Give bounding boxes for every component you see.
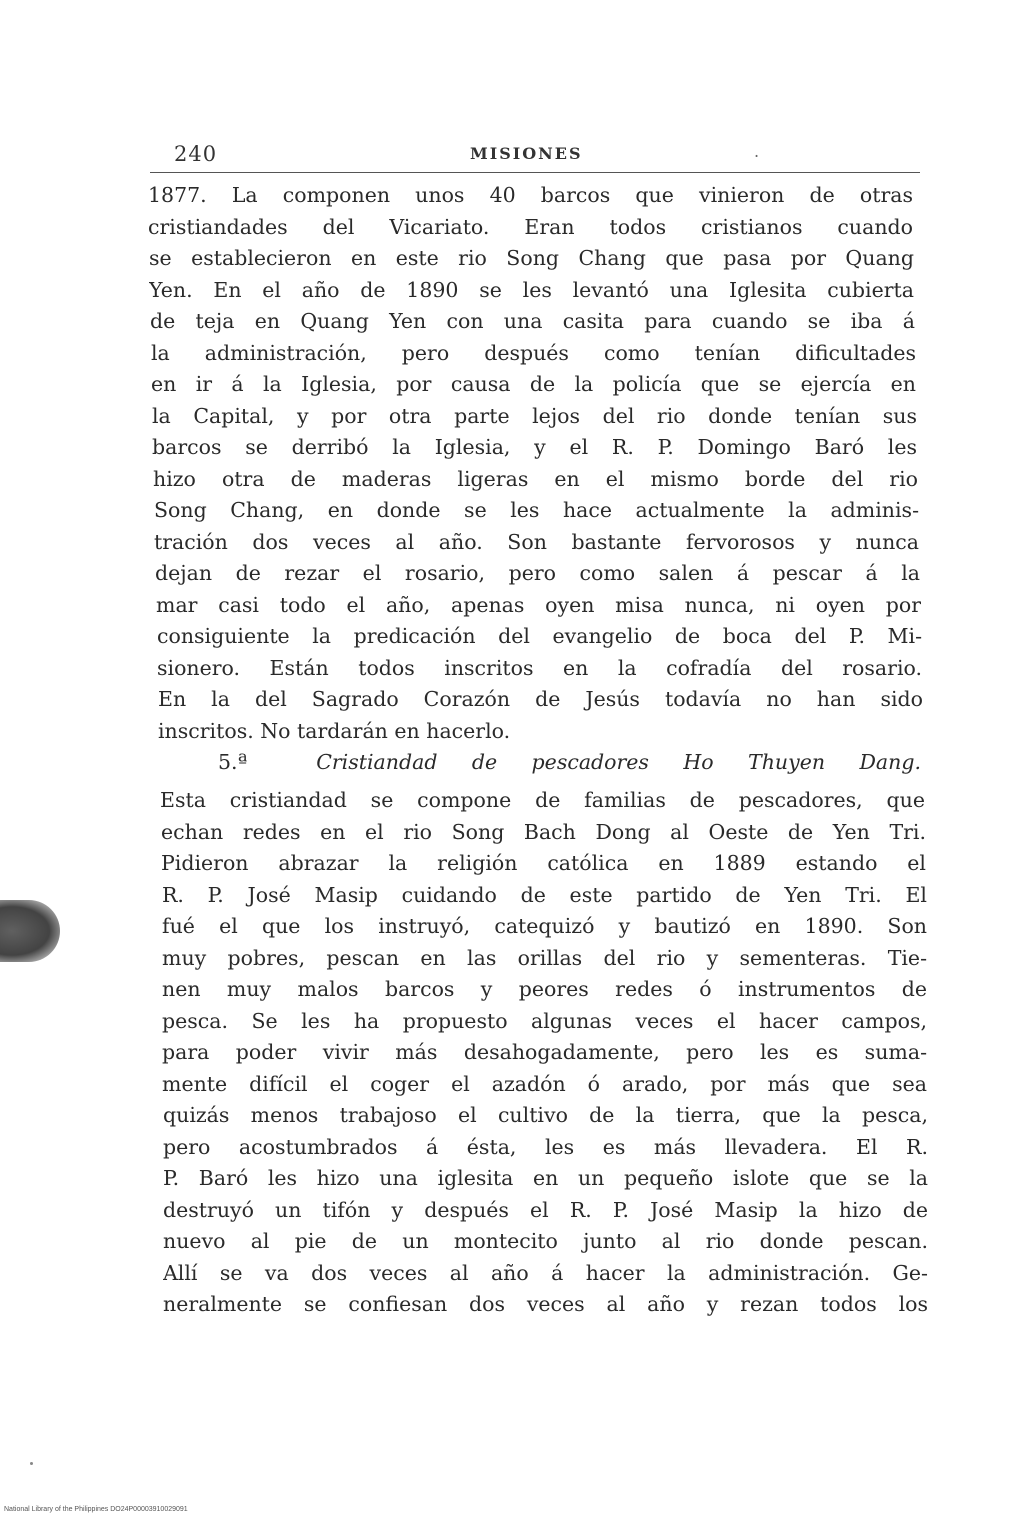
text-line: pero acostumbrados á ésta, les es más llevadera. El R. (163, 1134, 928, 1159)
text-line: destruyó un tifón y después el R. P. José Masip la hizo de (163, 1197, 928, 1222)
text-line: neralmente se confiesan dos veces al año y rezan todos los (163, 1292, 928, 1316)
page-header (150, 138, 920, 173)
text-line: quizás menos trabajoso el cultivo de la tierra, que la pesca, (163, 1103, 928, 1127)
text-line: fué el que los instruyó, catequizó y bautizó en 1890. Son (162, 914, 927, 938)
text-line: barcos se derribó la Iglesia, y el R. P. Domingo Baró les (152, 435, 917, 459)
text-line: Allí se va dos veces al año á hacer la administración. Ge- (163, 1260, 928, 1285)
text-line: de teja en Quang Yen con una casita para cuando se iba á (150, 309, 915, 333)
running-title: MISIONES (470, 144, 583, 163)
header-separator: . (754, 142, 760, 161)
text-line: inscritos. No tardarán en hacerlo. (158, 718, 511, 743)
text-line: En la del Sagrado Corazón de Jesús todavía no han sido (158, 687, 923, 711)
page-number: 240 (174, 142, 218, 166)
section-number: 5.ª (218, 750, 248, 774)
text-line: nen muy malos barcos y peores redes ó instrumentos de (162, 977, 927, 1001)
text-line: echan redes en el rio Song Bach Dong al Oeste de Yen Tri. (161, 819, 926, 844)
text-line: Esta cristiandad se compone de familias de pescadores, que (160, 788, 925, 812)
text-line: R. P. José Masip cuidando de este partido de Yen Tri. El (162, 882, 927, 907)
text-line: en ir á la Iglesia, por causa de la policía que se ejercía en (151, 372, 916, 396)
text-line: Song Chang, en donde se les hace actualmente la adminis- (154, 498, 919, 522)
section-heading (218, 747, 921, 779)
scanner-thumb-shadow (0, 900, 60, 962)
text-line: cristiandades del Vicariato. Eran todos cristianos cuando (148, 214, 913, 239)
text-line: Yen. En el año de 1890 se les levantó una Iglesita cubierta (149, 277, 914, 302)
text-line: consiguiente la predicación del evangelio de boca del P. Mi- (157, 624, 922, 648)
text-line: nuevo al pie de un montecito junto al rio donde pescan. (163, 1229, 928, 1253)
text-line: la administración, pero después como tenían dificultades (151, 340, 916, 365)
text-line: P. Baró les hizo una iglesita en un pequeño islote que se la (163, 1166, 928, 1190)
text-line: Pidieron abrazar la religión católica en 1889 estando el (161, 851, 926, 875)
text-line: hizo otra de maderas ligeras en el mismo borde del rio (153, 466, 918, 491)
text-line: sionero. Están todos inscritos en la cofradía del rosario. (157, 655, 922, 680)
text-line: la Capital, y por otra parte lejos del rio donde tenían sus (152, 403, 917, 428)
scan-speck (30, 1462, 33, 1465)
text-line: pesca. Se les ha propuesto algunas veces el hacer campos, (162, 1008, 927, 1033)
text-line: muy pobres, pescan en las orillas del rio y sementeras. Tie- (162, 945, 927, 970)
text-line: tración dos veces al año. Son bastante fervorosos y nunca (154, 529, 919, 554)
text-line: se establecieron en este rio Song Chang que pasa por Quang (149, 246, 914, 270)
text-line: para poder vivir más desahogadamente, pero les es suma- (162, 1040, 927, 1064)
text-line: 1877. La componen unos 40 barcos que vinieron de otras (148, 183, 913, 207)
text-line: dejan de rezar el rosario, pero como salen á pescar á la (155, 561, 920, 585)
text-line: mente difícil el coger el azadón ó arado, por más que sea (162, 1071, 927, 1096)
section-title: Cristiandad de pescadores Ho Thuyen Dang. (316, 750, 921, 774)
scan-credit: National Library of the Philippines DO24P00003910029091 (4, 1506, 188, 1513)
text-line: mar casi todo el año, apenas oyen misa nunca, ni oyen por (156, 592, 921, 617)
